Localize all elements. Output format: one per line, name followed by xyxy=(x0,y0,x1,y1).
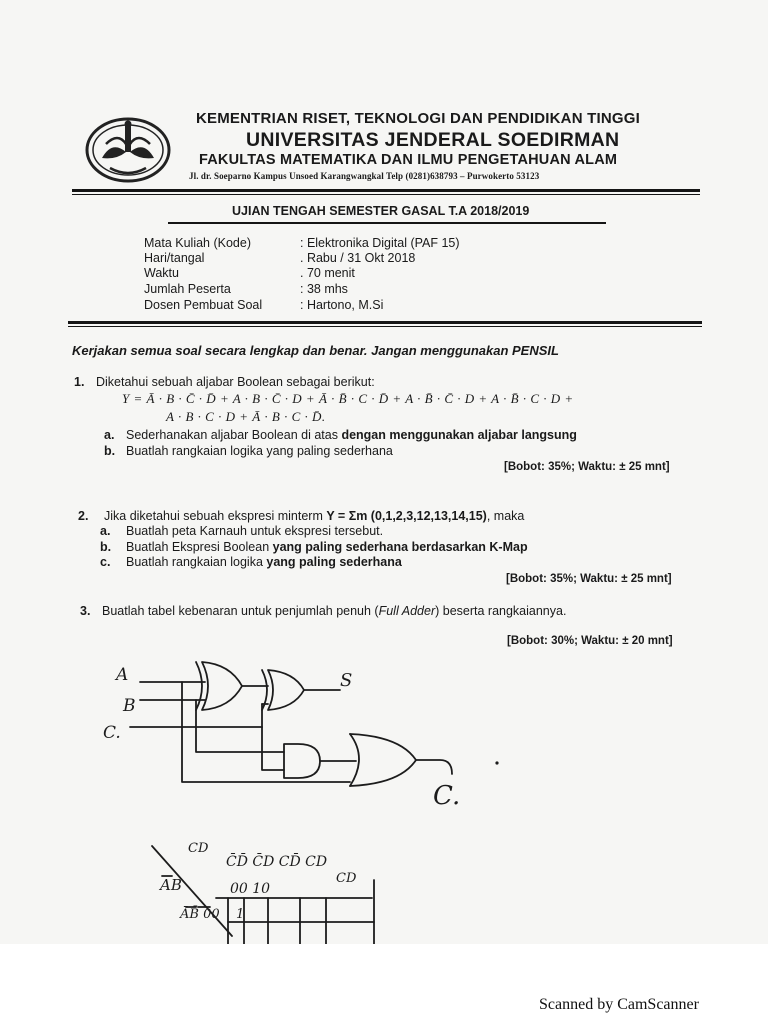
q1b-text: Buatlah rangkaian logika yang paling sederhana xyxy=(126,444,393,458)
handwritten-input-a: A xyxy=(116,665,129,685)
kmap-cd-label-2: CD xyxy=(336,871,357,886)
or-back xyxy=(350,734,359,786)
info-value: . 70 menit xyxy=(300,266,355,280)
instruction: Kerjakan semua soal secara lengkap dan benar. Jangan menggunakan PENSIL xyxy=(72,343,559,358)
exam-title: UJIAN TENGAH SEMESTER GASAL T.A 2018/2019 xyxy=(232,204,530,218)
wire-to-and xyxy=(196,700,284,752)
q2a-label: a. xyxy=(100,524,111,538)
kmap-column-codes: 00 10 xyxy=(230,881,271,897)
q2a-text: Buatlah peta Karnauh untuk ekspresi tersebut. xyxy=(126,524,384,538)
kmap-cd-label: CD xyxy=(188,841,209,856)
q2b-label: b. xyxy=(100,540,112,554)
xor1-body xyxy=(202,662,242,710)
q3-text: Buatlah tabel kebenaran untuk penjumlah penuh (Full Adder) beserta rangkaiannya. xyxy=(102,604,567,618)
q1a-label: a. xyxy=(104,428,115,442)
info-label: Waktu xyxy=(144,266,179,280)
and-gate xyxy=(284,744,320,778)
q2c-text: Buatlah rangkaian logika yang paling sederhana xyxy=(126,555,402,569)
university-name: UNIVERSITAS JENDERAL SOEDIRMAN xyxy=(246,129,620,151)
handwritten-input-c: C. xyxy=(103,723,121,743)
q1b-label: b. xyxy=(104,444,116,458)
handwritten-sum-s: S xyxy=(340,670,353,691)
handwritten-carry-c: C. xyxy=(433,781,461,811)
info-label: Mata Kuliah (Kode) xyxy=(144,236,252,250)
q1-expression-line2: A · B · C · D + Ā · B · C · D̄. xyxy=(166,409,326,424)
info-value: : Hartono, M.Si xyxy=(300,298,384,312)
q2-bobot: [Bobot: 35%; Waktu: ± 25 mnt] xyxy=(506,573,672,585)
info-value: . Rabu / 31 Okt 2018 xyxy=(300,251,416,265)
q2b-text: Buatlah Ekspresi Boolean yang paling sederhana berdasarkan K-Map xyxy=(126,540,528,554)
q1-number: 1. xyxy=(74,375,85,389)
info-label: Dosen Pembuat Soal xyxy=(144,298,263,312)
q2-number: 2. xyxy=(78,509,89,523)
q3-bobot: [Bobot: 30%; Waktu: ± 20 mnt] xyxy=(507,635,673,647)
q2-text: Jika diketahui sebuah ekspresi minterm Y = Σm (0,1,2,3,12,13,14,15), maka xyxy=(104,509,525,523)
ministry-name: KEMENTRIAN RISET, TEKNOLOGI DAN PENDIDIKAN TINGGI xyxy=(196,110,640,127)
q1-text: Diketahui sebuah aljabar Boolean sebagai berikut: xyxy=(96,375,375,389)
info-value: : 38 mhs xyxy=(300,282,348,296)
kmap-column-labels: C̄D̄ C̄D CD̄ CD xyxy=(226,854,328,870)
wire-carry xyxy=(416,760,452,774)
q1-bobot: [Bobot: 35%; Waktu: ± 25 mnt] xyxy=(504,461,670,473)
kmap-cell-value: 1 xyxy=(236,907,245,922)
kmap-ab-label: AB xyxy=(160,876,182,894)
scanner-watermark: Scanned by CamScanner xyxy=(539,996,699,1013)
faculty-address: Jl. dr. Soeparno Kampus Unsoed Karangwangkal Telp (0281)638793 – Purwokerto 53123 xyxy=(189,171,540,181)
q2c-label: c. xyxy=(100,555,111,569)
q1-expression-line1: Y = Ā · B · C̄ · D̄ + A · B · C̄ · D + Ā · B̄ · C · D̄ + A · B̄ · C̄ · D + A · B̄ · C · D + xyxy=(122,391,574,406)
q1a-text: Sederhanakan aljabar Boolean di atas dengan menggunakan aljabar langsung xyxy=(126,428,577,442)
kmap-row-label: ĀB̄ 00 xyxy=(180,907,220,922)
info-label: Hari/tangal xyxy=(144,251,205,265)
info-value: : Elektronika Digital (PAF 15) xyxy=(300,236,460,250)
info-label: Jumlah Peserta xyxy=(144,282,231,296)
handwritten-input-b: B xyxy=(123,696,136,716)
xor2-body xyxy=(268,670,304,710)
q3-number: 3. xyxy=(80,604,91,618)
faculty-name: FAKULTAS MATEMATIKA DAN ILMU PENGETAHUAN ALAM xyxy=(199,152,618,168)
